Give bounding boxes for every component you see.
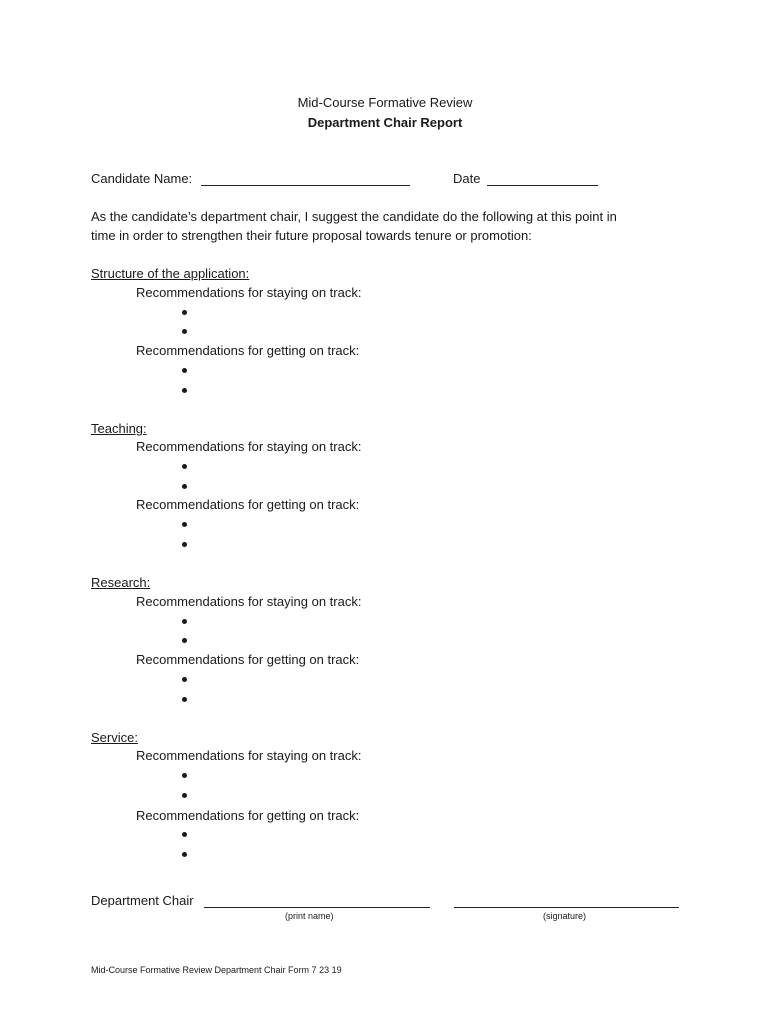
bullet-point	[182, 542, 187, 547]
getting-on-track-label: Recommendations for getting on track:	[136, 497, 360, 512]
print-name-caption: (print name)	[285, 911, 334, 921]
bullet-point	[182, 793, 187, 798]
staying-on-track-label: Recommendations for staying on track:	[136, 439, 362, 454]
date-field[interactable]	[487, 185, 598, 186]
section-heading-research: Research:	[91, 575, 151, 590]
bullet-point	[182, 677, 187, 682]
section-heading-service: Service:	[91, 730, 138, 745]
bullet-point	[182, 388, 187, 393]
bullet-point	[182, 697, 187, 702]
candidate-name-field[interactable]	[201, 185, 410, 186]
print-name-field[interactable]	[204, 907, 430, 908]
signature-field[interactable]	[454, 907, 679, 908]
bullet-point	[182, 832, 187, 837]
bullet-point	[182, 484, 187, 489]
getting-on-track-label: Recommendations for getting on track:	[136, 343, 360, 358]
section-heading-teaching: Teaching:	[91, 421, 147, 436]
date-label: Date	[453, 171, 481, 186]
bullet-point	[182, 638, 187, 643]
bullet-point	[182, 619, 187, 624]
department-chair-label: Department Chair	[91, 893, 194, 908]
intro-line-1: As the candidate’s department chair, I suggest the candidate do the following at this point in	[91, 209, 617, 224]
bullet-point	[182, 522, 187, 527]
section-heading-structure: Structure of the application:	[91, 266, 250, 281]
bullet-point	[182, 329, 187, 334]
bullet-point	[182, 310, 187, 315]
bullet-point	[182, 852, 187, 857]
intro-line-2: time in order to strengthen their future proposal towards tenure or promotion:	[91, 228, 532, 243]
getting-on-track-label: Recommendations for getting on track:	[136, 808, 360, 823]
bullet-point	[182, 368, 187, 373]
staying-on-track-label: Recommendations for staying on track:	[136, 748, 362, 763]
staying-on-track-label: Recommendations for staying on track:	[136, 285, 362, 300]
footer-text: Mid-Course Formative Review Department Chair Form 7 23 19	[91, 965, 342, 975]
candidate-name-label: Candidate Name:	[91, 171, 193, 186]
document-title: Mid-Course Formative Review	[297, 95, 473, 110]
bullet-point	[182, 773, 187, 778]
document-subtitle: Department Chair Report	[307, 115, 463, 130]
staying-on-track-label: Recommendations for staying on track:	[136, 594, 362, 609]
bullet-point	[182, 464, 187, 469]
getting-on-track-label: Recommendations for getting on track:	[136, 652, 360, 667]
signature-caption: (signature)	[543, 911, 587, 921]
